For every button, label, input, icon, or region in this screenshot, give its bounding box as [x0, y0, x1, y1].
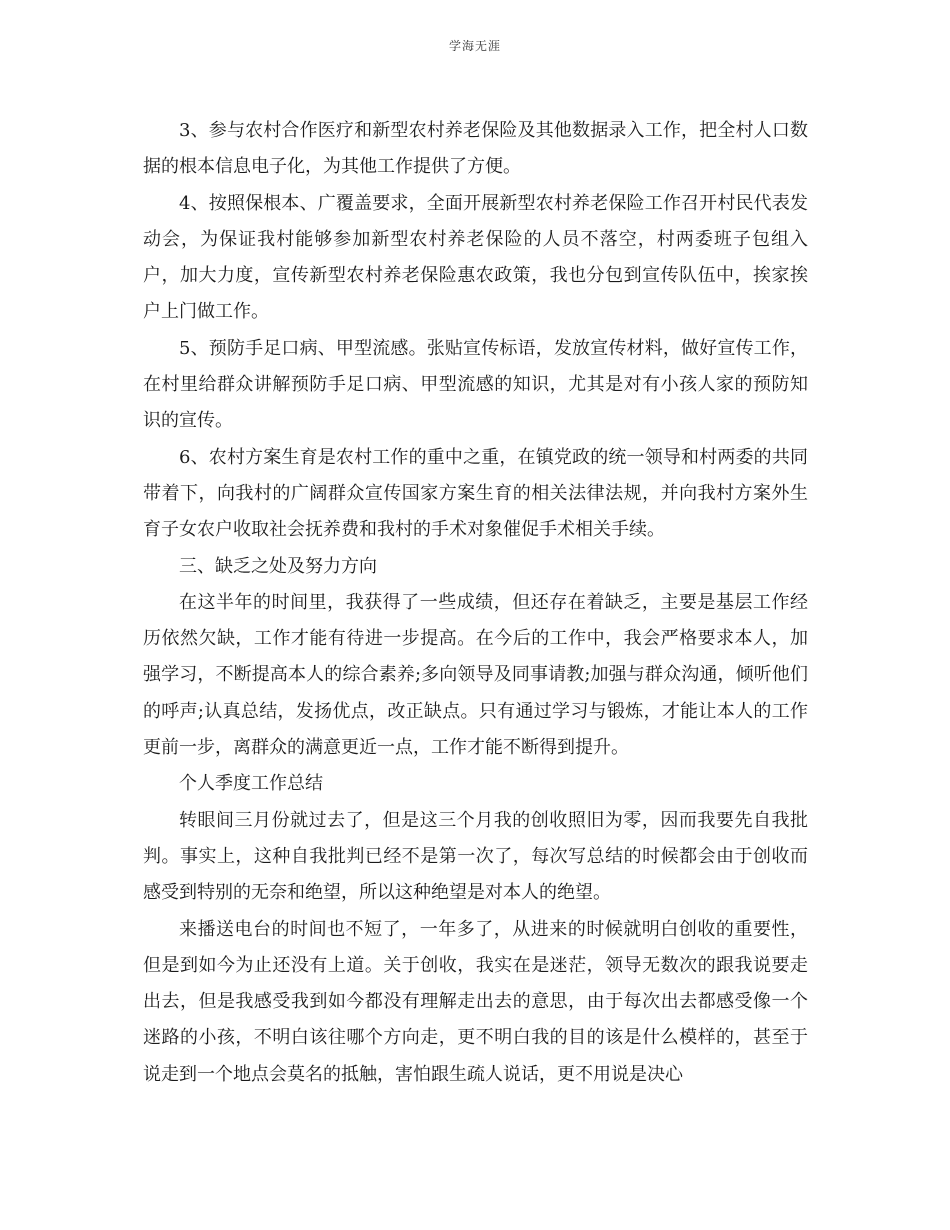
paragraph-quarterly-intro: 转眼间三月份就过去了，但是这三个月我的创收照旧为零，因而我要先自我批判。事实上，这种自我批判已经不是第一次了，每次写总结的时候都会由于创收而感受到特别的无奈和绝望，所以这种绝望是对本人的绝望。	[143, 809, 808, 904]
document-body	[143, 113, 808, 1093]
paragraph-item-6: 6、农村方案生育是农村工作的重中之重，在镇党政的统一领导和村两委的共同带着下，向我村的广阔群众宣传国家方案生育的相关法律法规，并向我村方案外生育子女农户收取社会抚养费和我村的手术对象催促手术相关手续。	[143, 446, 808, 541]
section-heading-quarterly-summary: 个人季度工作总结	[179, 773, 323, 795]
paragraph-quarterly-body: 来播送电台的时间也不短了，一年多了，从进来的时候就明白创收的重要性，但是到如今为止还没有上道。关于创收，我实在是迷茫，领导无数次的跟我说要走出去，但是我感受我到如今都没有理解走出去的意思，由于每次出去都感受像一个迷路的小孩，不明白该往哪个方向走，更不明白我的目的该是什么模样的，甚至于说走到一个地点会莫名的抵触，害怕跟生疏人说话，更不用说是决心	[143, 918, 808, 1085]
paragraph-item-3: 3、参与农村合作医疗和新型农村养老保险及其他数据录入工作，把全村人口数据的根本信息电子化，为其他工作提供了方便。	[143, 120, 808, 178]
page-header: 学海无涯	[448, 39, 501, 53]
paragraph-item-5: 5、预防手足口病、甲型流感。张贴宣传标语，发放宣传材料，做好宣传工作，在村里给群众讲解预防手足口病、甲型流感的知识，尤其是对有小孩人家的预防知识的宣传。	[143, 337, 808, 432]
paragraph-shortcomings: 在这半年的时间里，我获得了一些成绩，但还存在着缺乏，主要是基层工作经历依然欠缺，工作才能有待进一步提高。在今后的工作中，我会严格要求本人，加强学习，不断提高本人的综合素养;多向领导及同事请教;加强与群众沟通，倾听他们的呼声;认真总结，发扬优点，改正缺点。只有通过学习与锻炼，才能让本人的工作更前一步，离群众的满意更近一点，工作才能不断得到提升。	[143, 591, 808, 759]
section-heading-shortcomings: 三、缺乏之处及努力方向	[179, 555, 377, 577]
paragraph-item-4: 4、按照保根本、广覆盖要求，全面开展新型农村养老保险工作召开村民代表发动会，为保证我村能够参加新型农村养老保险的人员不落空，村两委班子包组入户，加大力度，宣传新型农村养老保险惠农政策，我也分包到宣传队伍中，挨家挨户上门做工作。	[143, 192, 808, 323]
